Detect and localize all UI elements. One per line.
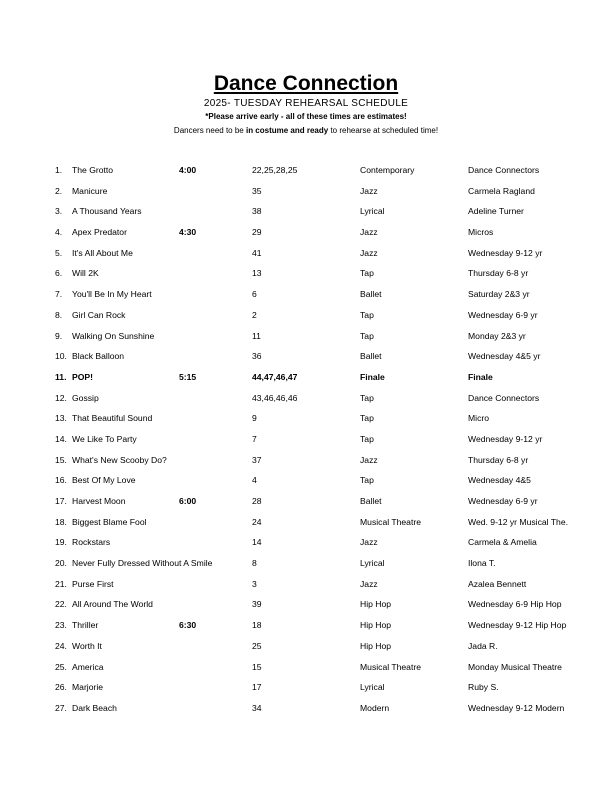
routine-title: All Around The World <box>72 599 153 610</box>
dancer-numbers: 4 <box>252 475 257 486</box>
schedule-row <box>0 659 612 680</box>
row-number: 18. <box>55 516 67 527</box>
start-time: 6:30 <box>179 620 197 631</box>
class-group: Wednesday 6-9 yr <box>468 496 538 506</box>
routine-title: Walking On Sunshine <box>72 330 155 341</box>
dancer-numbers: 36 <box>252 351 262 362</box>
routine-title: POP! <box>72 371 94 382</box>
class-group: Wednesday 6-9 Hip Hop <box>468 599 562 610</box>
dancer-numbers: 15 <box>252 661 262 672</box>
dancer-numbers: 41 <box>252 247 262 258</box>
dance-style: Contemporary <box>360 165 415 175</box>
dance-style: Tap <box>360 413 374 424</box>
routine-title: Harvest Moon <box>72 496 126 506</box>
dancer-numbers: 18 <box>252 620 262 631</box>
routine-title: Marjorie <box>72 682 104 693</box>
row-number: 3. <box>55 206 63 217</box>
dance-style: Hip Hop <box>360 640 392 651</box>
routine-title: A Thousand Years <box>72 206 142 217</box>
routine-title: You'll Be In My Heart <box>72 289 152 300</box>
schedule-row <box>0 555 612 576</box>
row-number: 19. <box>55 537 67 548</box>
class-group: Ruby S. <box>468 682 499 693</box>
dance-style: Ballet <box>360 351 382 362</box>
dance-style: Hip Hop <box>360 620 392 631</box>
dance-style: Lyrical <box>360 206 385 217</box>
routine-title: Worth It <box>72 640 102 651</box>
class-group: Thursday 6-8 yr <box>468 268 529 279</box>
dance-style: Lyrical <box>360 558 385 569</box>
class-group: Carmela Ragland <box>468 185 535 196</box>
routine-title: It's All About Me <box>72 247 133 258</box>
class-group: Adeline Turner <box>468 206 524 217</box>
class-group: Wednesday 9-12 yr <box>468 247 543 258</box>
row-number: 1. <box>55 165 63 175</box>
class-group: Wednesday 6-9 yr <box>468 309 538 320</box>
routine-title: Rockstars <box>72 537 111 548</box>
row-number: 26. <box>55 682 67 693</box>
row-number: 7. <box>55 289 63 300</box>
row-number: 11. <box>55 371 67 382</box>
row-number: 20. <box>55 558 67 569</box>
row-number: 4. <box>55 227 63 238</box>
schedule-subtitle: 2025- TUESDAY REHEARSAL SCHEDULE <box>203 98 409 109</box>
row-number: 22. <box>55 599 67 610</box>
dancer-numbers: 22,25,28,25 <box>252 165 298 175</box>
routine-title: That Beautiful Sound <box>72 413 153 424</box>
schedule-row <box>0 348 612 369</box>
dancer-numbers: 17 <box>252 682 262 693</box>
routine-title: Dark Beach <box>72 702 117 713</box>
dancer-numbers: 2 <box>252 309 257 320</box>
class-group: Jada R. <box>468 640 498 651</box>
class-group: Wednesday 9-12 yr <box>468 433 543 444</box>
schedule-row <box>0 493 612 514</box>
dancer-instructions <box>0 126 612 135</box>
dance-style: Jazz <box>360 578 378 589</box>
row-number: 12. <box>55 392 67 403</box>
dancer-numbers: 24 <box>252 516 262 527</box>
class-group: Dance Connectors <box>468 165 540 175</box>
dance-style: Tap <box>360 330 374 341</box>
schedule-row <box>0 472 612 493</box>
dance-style: Musical Theatre <box>360 661 421 672</box>
dancer-numbers: 28 <box>252 496 262 506</box>
class-group: Wednesday 4&5 yr <box>468 351 541 362</box>
routine-title: Purse First <box>72 578 114 589</box>
routine-title: The Grotto <box>72 165 114 175</box>
class-group: Monday Musical Theatre <box>468 661 562 672</box>
class-group: Dance Connectors <box>468 392 540 403</box>
routine-title: America <box>72 661 104 672</box>
row-number: 14. <box>55 433 67 444</box>
class-group: Wednesday 4&5 <box>468 475 531 486</box>
page-title: Dance Connection <box>213 72 399 95</box>
class-group: Saturday 2&3 yr <box>468 289 530 300</box>
dancer-numbers: 38 <box>252 206 262 217</box>
class-group: Micro <box>468 413 490 424</box>
row-number: 25. <box>55 661 67 672</box>
arrival-note: *Please arrive early - all of these times are estimates! <box>205 112 407 121</box>
dance-style: Jazz <box>360 537 378 548</box>
dancer-numbers: 25 <box>252 640 262 651</box>
class-group: Micros <box>468 227 494 238</box>
schedule-row <box>0 638 612 659</box>
schedule-row <box>0 265 612 286</box>
dancer-numbers: 43,46,46,46 <box>252 392 298 403</box>
instructions-post: to rehearse at scheduled time! <box>328 126 439 135</box>
schedule-row <box>0 576 612 597</box>
dance-style: Modern <box>360 702 390 713</box>
routine-title: What's New Scooby Do? <box>72 454 167 465</box>
row-number: 6. <box>55 268 63 279</box>
routine-title: Thriller <box>72 620 99 631</box>
row-number: 27. <box>55 702 67 713</box>
row-number: 21. <box>55 578 67 589</box>
dancer-numbers: 9 <box>252 413 257 424</box>
dance-style: Tap <box>360 433 374 444</box>
class-group: Monday 2&3 yr <box>468 330 526 341</box>
schedule-row <box>0 452 612 473</box>
class-group: Azalea Bennett <box>468 578 527 589</box>
dance-style: Finale <box>360 371 385 382</box>
schedule-row <box>0 162 612 183</box>
class-group: Wednesday 9-12 Modern <box>468 702 565 713</box>
dancer-numbers: 37 <box>252 454 262 465</box>
dance-style: Lyrical <box>360 682 385 693</box>
row-number: 8. <box>55 309 63 320</box>
start-time: 5:15 <box>179 371 197 382</box>
rehearsal-schedule-list <box>0 162 612 721</box>
dancer-numbers: 13 <box>252 268 262 279</box>
row-number: 5. <box>55 247 63 258</box>
start-time: 4:30 <box>179 227 197 238</box>
instructions-emphasis: in costume and ready <box>245 126 329 135</box>
routine-title: Gossip <box>72 392 99 403</box>
dancer-numbers: 8 <box>252 558 257 569</box>
schedule-row <box>0 431 612 452</box>
row-number: 2. <box>55 185 63 196</box>
schedule-row <box>0 203 612 224</box>
class-group: Carmela & Amelia <box>468 537 537 548</box>
dance-style: Jazz <box>360 247 378 258</box>
instructions-pre: Dancers need to be <box>173 126 246 135</box>
dance-style: Musical Theatre <box>360 516 421 527</box>
schedule-row <box>0 410 612 431</box>
dancer-numbers: 3 <box>252 578 257 589</box>
dance-style: Jazz <box>360 185 378 196</box>
routine-title: Girl Can Rock <box>72 309 126 320</box>
class-group: Thursday 6-8 yr <box>468 454 529 465</box>
routine-title: Will 2K <box>72 268 99 279</box>
dance-style: Ballet <box>360 496 382 506</box>
dance-style: Jazz <box>360 454 378 465</box>
start-time: 4:00 <box>179 165 197 175</box>
row-number: 13. <box>55 413 67 424</box>
row-number: 15. <box>55 454 67 465</box>
dancer-numbers: 6 <box>252 289 257 300</box>
row-number: 24. <box>55 640 67 651</box>
start-time: 6:00 <box>179 496 197 506</box>
dance-style: Tap <box>360 392 374 403</box>
dance-style: Jazz <box>360 227 378 238</box>
dancer-numbers: 44,47,46,47 <box>252 371 298 382</box>
routine-title: Black Balloon <box>72 351 125 362</box>
dance-style: Ballet <box>360 289 382 300</box>
schedule-row <box>0 679 612 700</box>
row-number: 10. <box>55 351 67 362</box>
dancer-numbers: 29 <box>252 227 262 238</box>
class-group: Wed. 9-12 yr Musical The. <box>468 516 568 527</box>
row-number: 16. <box>55 475 67 486</box>
row-number: 23. <box>55 620 67 631</box>
schedule-row <box>0 617 612 638</box>
routine-title: Biggest Blame Fool <box>72 516 147 527</box>
schedule-row <box>0 390 612 411</box>
row-number: 17. <box>55 496 67 506</box>
dancer-numbers: 11 <box>252 330 261 341</box>
class-group: Ilona T. <box>468 558 496 569</box>
dance-style: Tap <box>360 475 374 486</box>
dancer-numbers: 14 <box>252 537 262 548</box>
routine-title: Never Fully Dressed Without A Smile <box>72 558 213 569</box>
dance-style: Hip Hop <box>360 599 392 610</box>
row-number: 9. <box>55 330 63 341</box>
routine-title: Best Of My Love <box>72 475 136 486</box>
routine-title: Apex Predator <box>72 227 127 238</box>
dancer-numbers: 39 <box>252 599 262 610</box>
schedule-row <box>0 534 612 555</box>
schedule-row <box>0 183 612 204</box>
schedule-row <box>0 514 612 535</box>
dance-style: Tap <box>360 268 374 279</box>
schedule-row <box>0 328 612 349</box>
routine-title: Manicure <box>72 185 108 196</box>
schedule-row <box>0 307 612 328</box>
class-group: Wednesday 9-12 Hip Hop <box>468 620 567 631</box>
schedule-row <box>0 286 612 307</box>
class-group: Finale <box>468 371 493 382</box>
schedule-row <box>0 369 612 390</box>
schedule-row <box>0 700 612 721</box>
schedule-row <box>0 245 612 266</box>
dancer-numbers: 7 <box>252 433 257 444</box>
schedule-row <box>0 596 612 617</box>
schedule-row <box>0 224 612 245</box>
routine-title: We Like To Party <box>72 433 137 444</box>
dancer-numbers: 35 <box>252 185 262 196</box>
dancer-numbers: 34 <box>252 702 262 713</box>
dance-style: Tap <box>360 309 374 320</box>
